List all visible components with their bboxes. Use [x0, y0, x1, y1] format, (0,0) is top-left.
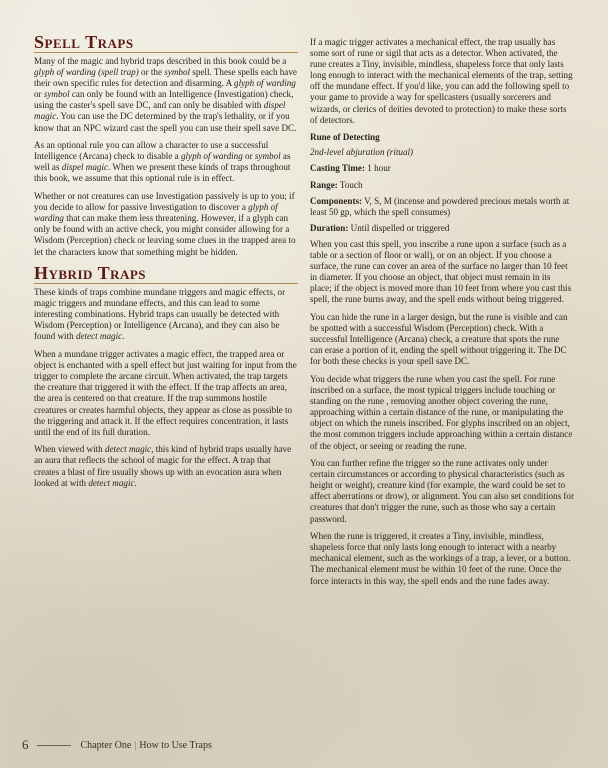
spell-reference: dispel magic: [34, 100, 286, 122]
spell-range: [310, 180, 574, 191]
stat-value: Touch: [337, 179, 363, 190]
stat-value: Until dispelled or triggered: [348, 222, 450, 233]
paragraph: When the rune is triggered, it creates a Tiny, invisible, mindless, shapeless force that only lasts long enough to interact with a nearby mechanical element, such as the workings of a trap, a lever, or a button. The mechanical element must be within 10 feet of the rune. Once the force interacts in this way, the spell ends and the rune fades away.: [310, 531, 571, 586]
paragraph: Whether or not creatures can use Investigation passively is up to you; if you decide to allow for passive Investigation to discover a glyph of warding that can make them less threatening. However, if a glyph can only be found with an active check, you might consider allowing for a Wisdom (Perception) check or leaving some clues in the trapped area to let the characters know that something might be hidden.: [34, 191, 296, 257]
right-column: [310, 37, 574, 593]
paragraph: You decide what triggers the rune when you cast the spell. For rune inscribed on a surface, the most typical triggers include touching or standing on the rune , removing another object covering the rune, approaching within a certain distance of the rune, or manipulating the object on which the runeis inscribed. For glyphs inscribed on an object, the most common triggers include approaching within a certain distance of the object, or seeing or reading the rune.: [310, 373, 573, 451]
spell-reference: glyph of warding: [234, 78, 296, 89]
paragraph: If a magic trigger activates a mechanical effect, the trap usually has some sort of rune or sigil that acts as a detector. When activated, the rune creates a Tiny, invisible, mindless, shapeless force that only lasts long enough to interact with the mechanical elements of the trap, setting off the mundane effect. If you'd like, you can add the following spell to your game to provide a way for spellcasters (usually sorcerers and wizards, or clerics of deities devoted to protection) to make these sorts of detectors.: [310, 37, 573, 125]
spell-reference: symbol: [164, 67, 191, 78]
spell-reference: glyph of warding: [34, 202, 278, 224]
stat-value: V, S, M (incense and powdered precious metals worth at least 50 gp, which the spell consumes): [310, 195, 570, 217]
spell-casting-time: [310, 163, 574, 174]
spell-reference: symbol: [254, 151, 281, 162]
section-heading-hybrid-traps: Hybrid Traps: [34, 264, 298, 284]
spell-school: 2nd-level abjuration (ritual): [310, 147, 414, 158]
paragraph: Many of the magic and hybrid traps described in this book could be a glyph of warding (spell trap) or the symbol spell. These spells each have their own specific rules for detection and disarming. A glyph of warding or symbol can only be found with an Intelligence (Investigation) check, using the caster's spell save DC, and can only be disabled with dispel magic. You can use the DC determined by the trap's lethality, or if you know that an NPC wizard cast the spell you can use their spell save DC.: [34, 56, 297, 133]
stat-label: Components:: [310, 195, 363, 206]
paragraph: When viewed with detect magic, this kind of hybrid traps usually have an aura that reflects the school of magic for the effect. A trap that creates a blast of fire usually shows up with an evocation aura when looked at with detect magic.: [34, 444, 292, 488]
left-column: [34, 33, 298, 495]
footer-divider: [37, 745, 71, 746]
spell-reference: glyph of warding (spell trap): [34, 67, 139, 78]
spell-duration: [310, 223, 574, 234]
paragraph: You can hide the rune in a larger design, but the rune is visible and can be spotted with a successful Wisdom (Perception) check. With a successful Intelligence (Arcana) check, a creature that spots the rune can erase a portion of it, ending the spell without triggering it. The DC for both these checks is your spell save DC.: [310, 311, 568, 367]
paragraph: You can further refine the trigger so the rune activates only under certain circumstances or according to physical characteristics (such as height or weight), creature kind (for example, the ward could be set to affect aberrations or drow), or alignment. You can also set conditions for creatures that don't trigger the rune, such as those who say a certain password.: [310, 458, 574, 524]
spell-reference: symbol: [43, 89, 70, 100]
paragraph: When you cast this spell, you inscribe a rune upon a surface (such as a table or a section of floor or wall), or on an object. If you choose a surface, the rune can cover an area of the surface no larger than 10 feet in diameter. If you choose an object, that object must remain in its place; if the object is moved more than 10 feet from where you cast this spell, the rune burns away, and the spell ends without being triggered.: [310, 238, 572, 305]
stat-value: 1 hour: [365, 163, 391, 174]
spell-reference: detect magic: [75, 331, 123, 342]
stat-label: Casting Time:: [310, 163, 365, 174]
stat-label: Duration:: [310, 222, 349, 233]
spell-reference: detect magic: [104, 444, 152, 455]
spell-components: [310, 196, 574, 218]
spell-name: Rune of Detecting: [310, 132, 380, 143]
section-label: How to Use Traps: [139, 739, 212, 751]
spell-reference: detect magic: [88, 477, 135, 488]
footer-separator: |: [134, 739, 137, 751]
spell-reference: dispel magic: [61, 162, 109, 173]
paragraph: These kinds of traps combine mundane triggers and magic effects, or magic triggers and mundane effects, and this can lead to some interesting combinations. Hybrid traps can usually be detected with Wisdom (Perception) or Intelligence (Arcana), and they can also be found with detect magic.: [34, 287, 286, 342]
paragraph: When a mundane trigger activates a magic effect, the trapped area or object is enchanted with a spell effect but just waiting for input from the trigger to complete the arcane circuit. When activated, the trap targets the creature that triggered it with the effect. If the trap affects an area, the area is centered on that creature. If the trap summons hostile creatures or creates harmful objects, they appear as close as possible to the triggering and attack it. If the effect requires concentration, it lasts until the end of its full duration.: [34, 349, 297, 437]
page-footer: [22, 737, 212, 753]
spell-reference: glyph of warding: [180, 151, 243, 162]
paragraph: As an optional rule you can allow a character to use a successful Intelligence (Arcana) check to disable a glyph of warding or symbol as well as dispel magic. When we present these kinds of traps throughout this book, we assume that this optional rule is in effect.: [34, 140, 291, 184]
section-heading-spell-traps: Spell Traps: [34, 33, 298, 53]
page-number: 6: [22, 737, 29, 752]
chapter-label: Chapter One: [80, 739, 132, 751]
stat-label: Range:: [310, 179, 338, 190]
